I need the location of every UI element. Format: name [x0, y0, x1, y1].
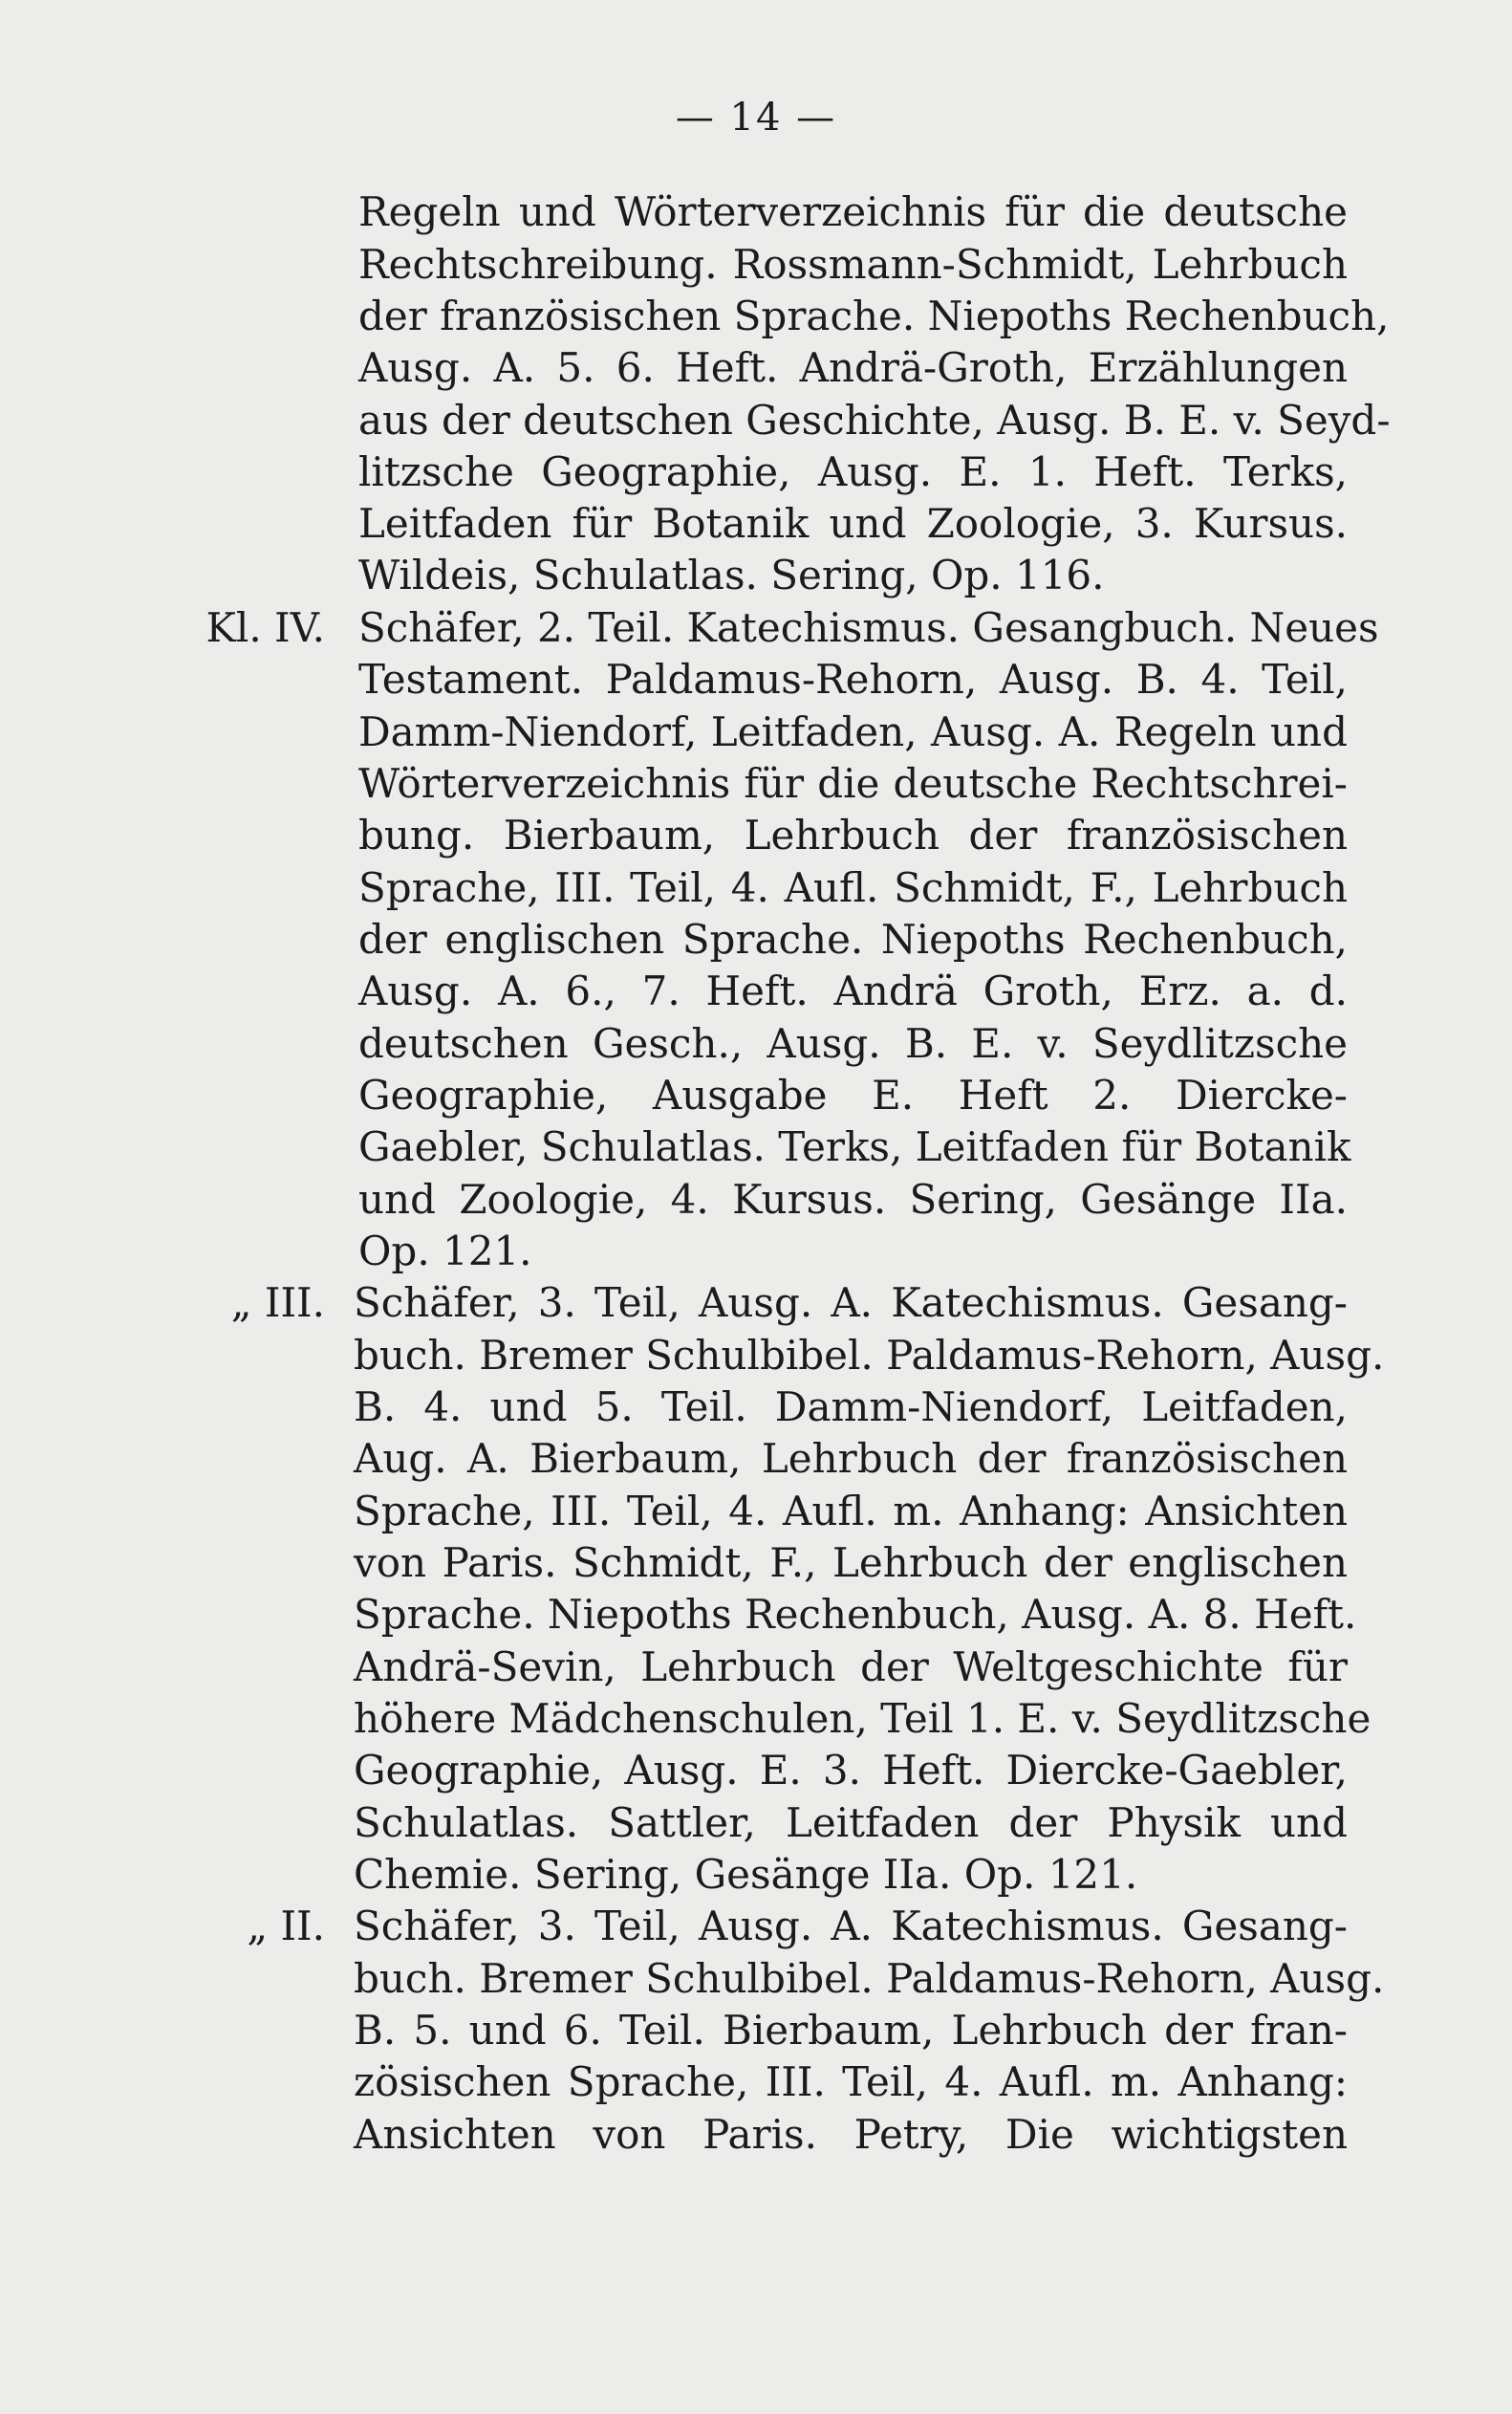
text-line: Geographie, Ausgabe E. Heft 2. Diercke-	[358, 1072, 1348, 1119]
text-line: litzsche Geographie, Ausg. E. 1. Heft. Terks,	[358, 448, 1348, 495]
text-line: zösischen Sprache, III. Teil, 4. Aufl. m. Anhang:	[354, 2058, 1348, 2105]
class-label: „ III.	[230, 1279, 325, 1326]
text-line: Geographie, Ausg. E. 3. Heft. Diercke-Gaebler,	[354, 1747, 1348, 1794]
text-line: buch. Bremer Schulbibel. Paldamus-Rehorn, Ausg.	[354, 1332, 1385, 1379]
text-line: Wörterverzeichnis für die deutsche Rechtschrei-	[358, 760, 1348, 807]
text-line: Testament. Paldamus-Rehorn, Ausg. B. 4. Teil,	[358, 656, 1348, 703]
text-line: Regeln und Wörterverzeichnis für die deutsche	[358, 188, 1348, 235]
text-line: Schulatlas. Sattler, Leitfaden der Physik und	[354, 1799, 1348, 1846]
text-line: der englischen Sprache. Niepoths Rechenbuch,	[358, 916, 1348, 963]
text-line: Sprache, III. Teil, 4. Aufl. m. Anhang: Ansichten	[354, 1488, 1348, 1534]
text-line: Sprache. Niepoths Rechenbuch, Ausg. A. 8. Heft.	[354, 1591, 1357, 1638]
text-line: Leitfaden für Botanik und Zoologie, 3. Kursus.	[358, 500, 1348, 547]
page-number: — 14 —	[675, 96, 837, 140]
text-line: Andrä-Sevin, Lehrbuch der Weltgeschichte für	[354, 1643, 1348, 1690]
text-line: Schäfer, 2. Teil. Katechismus. Gesangbuch. Neues	[358, 604, 1379, 651]
text-line: Chemie. Sering, Gesänge IIa. Op. 121.	[354, 1851, 1138, 1898]
text-line: Ausg. A. 6., 7. Heft. Andrä Groth, Erz. a. d.	[358, 968, 1348, 1014]
text-line: Damm-Niendorf, Leitfaden, Ausg. A. Regeln und	[358, 708, 1348, 755]
text-line: Aug. A. Bierbaum, Lehrbuch der französischen	[354, 1435, 1348, 1482]
text-line: der französischen Sprache. Niepoths Rechenbuch,	[358, 293, 1390, 339]
text-line: Schäfer, 3. Teil, Ausg. A. Katechismus. Gesang-	[354, 1279, 1348, 1326]
text-line: B. 4. und 5. Teil. Damm-Niendorf, Leitfaden,	[354, 1383, 1348, 1430]
text-line: Schäfer, 3. Teil, Ausg. A. Katechismus. Gesang-	[354, 1903, 1348, 1949]
text-line: deutschen Gesch., Ausg. B. E. v. Seydlitzsche	[358, 1020, 1348, 1067]
text-line: von Paris. Schmidt, F., Lehrbuch der englischen	[354, 1539, 1348, 1586]
class-label: „ II.	[247, 1903, 325, 1949]
text-line: aus der deutschen Geschichte, Ausg. B. E. v. Seyd-	[358, 397, 1391, 444]
text-line: Op. 121.	[358, 1228, 532, 1274]
class-label: Kl. IV.	[205, 604, 325, 651]
text-line: B. 5. und 6. Teil. Bierbaum, Lehrbuch der fran-	[354, 2007, 1348, 2054]
text-line: Wildeis, Schulatlas. Sering, Op. 116.	[358, 552, 1105, 598]
text-line: Gaebler, Schulatlas. Terks, Leitfaden für Botanik	[358, 1123, 1351, 1170]
text-line: bung. Bierbaum, Lehrbuch der französischen	[358, 812, 1348, 859]
text-line: Ausg. A. 5. 6. Heft. Andrä-Groth, Erzählungen	[358, 344, 1348, 391]
text-line: höhere Mädchenschulen, Teil 1. E. v. Seydlitzsche	[354, 1695, 1372, 1742]
text-line: Sprache, III. Teil, 4. Aufl. Schmidt, F., Lehrbuch	[358, 864, 1348, 911]
text-line: Ansichten von Paris. Petry, Die wichtigsten	[354, 2111, 1348, 2158]
text-line: buch. Bremer Schulbibel. Paldamus-Rehorn, Ausg.	[354, 1955, 1385, 2002]
text-line: und Zoologie, 4. Kursus. Sering, Gesänge IIa.	[358, 1176, 1348, 1223]
text-line: Rechtschreibung. Rossmann-Schmidt, Lehrbuch	[358, 241, 1348, 288]
